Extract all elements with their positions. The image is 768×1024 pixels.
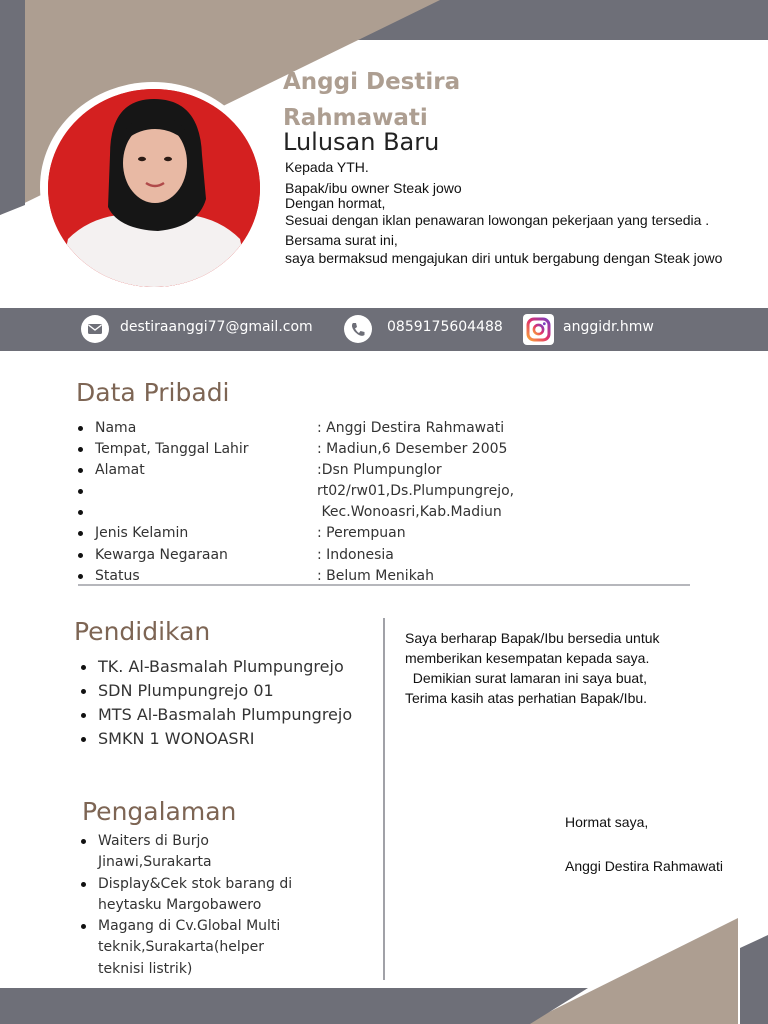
letter-line: saya bermaksud mengajukan diri untuk bergabung dengan Steak jowo <box>285 250 723 266</box>
email-address: destiraanggi77@gmail.com <box>120 319 313 335</box>
experience-list <box>80 831 310 980</box>
closing-line: Saya berharap Bapak/Ibu bersedia untuk <box>405 630 660 646</box>
job-role: Lulusan Baru <box>283 128 440 156</box>
personal-data-value: Kec.Wonoasri,Kab.Madiun <box>317 504 502 521</box>
personal-data-row <box>77 502 697 523</box>
personal-data-row <box>77 460 697 481</box>
personal-data-value: : Indonesia <box>317 546 394 563</box>
personal-data-row <box>77 566 697 587</box>
personal-data-row <box>77 481 697 502</box>
name-line-1: Anggi Destira <box>283 69 461 95</box>
personal-data-label: Nama <box>95 420 137 436</box>
instagram-icon <box>523 314 554 345</box>
section-title-pendidikan: Pendidikan <box>74 617 211 646</box>
section-title-data-pribadi: Data Pribadi <box>76 378 230 407</box>
personal-data-label: Kewarga Negaraan <box>95 546 228 563</box>
personal-data-label: Status <box>95 567 140 584</box>
personal-data-value: : Madiun,6 Desember 2005 <box>317 441 508 458</box>
full-name <box>283 64 460 136</box>
letter-line: Bapak/ibu owner Steak jowo <box>285 180 462 196</box>
personal-data-label: Tempat, Tanggal Lahir <box>95 441 249 458</box>
experience-item: Magang di Cv.Global Multi teknik,Surakarta(helper teknisi listrik) <box>80 916 310 980</box>
personal-data-row <box>77 545 697 566</box>
letter-line: Bersama surat ini, <box>285 232 398 248</box>
personal-data-value: : Perempuan <box>317 525 406 542</box>
personal-data-value: :Dsn Plumpunglor <box>317 462 442 479</box>
education-item: SMKN 1 WONOASRI <box>80 727 380 751</box>
education-list <box>80 655 380 751</box>
profile-photo <box>48 89 260 287</box>
phone-icon <box>344 315 372 343</box>
personal-data-value: : Anggi Destira Rahmawati <box>317 420 505 436</box>
personal-data-value: : Belum Menikah <box>317 567 435 584</box>
letter-line: Kepada YTH. <box>285 159 369 175</box>
section-title-pengalaman: Pengalaman <box>82 797 237 826</box>
letter-line: Dengan hormat, <box>285 195 386 211</box>
mail-icon <box>81 315 109 343</box>
closing-greeting: Hormat saya, <box>565 814 649 830</box>
personal-data-value: rt02/rw01,Ds.Plumpungrejo, <box>317 483 515 500</box>
closing-line: Demikian surat lamaran ini saya buat, <box>405 670 647 686</box>
personal-data-label: Jenis Kelamin <box>95 525 189 542</box>
personal-data-label: Alamat <box>95 462 145 479</box>
phone-number: 0859175604488 <box>387 319 503 335</box>
experience-item: Display&Cek stok barang di heytasku Margobawero <box>80 874 310 917</box>
personal-data-row <box>77 418 697 439</box>
closing-line: Terima kasih atas perhatian Bapak/Ibu. <box>405 690 648 706</box>
instagram-handle: anggidr.hmw <box>563 319 654 335</box>
education-item: SDN Plumpungrejo 01 <box>80 679 380 703</box>
education-item: TK. Al-Basmalah Plumpungrejo <box>80 655 380 679</box>
name-line-2: Rahmawati <box>283 105 428 131</box>
personal-data-list <box>77 418 697 587</box>
education-item: MTS Al-Basmalah Plumpungrejo <box>80 703 380 727</box>
personal-data-row <box>77 439 697 460</box>
letter-line: Sesuai dengan iklan penawaran lowongan pekerjaan yang tersedia . <box>285 212 710 228</box>
signature-name: Anggi Destira Rahmawati <box>565 858 723 874</box>
experience-item: Waiters di Burjo Jinawi,Surakarta <box>80 831 310 874</box>
personal-data-row <box>77 523 697 544</box>
closing-line: memberikan kesempatan kepada saya. <box>405 650 650 666</box>
